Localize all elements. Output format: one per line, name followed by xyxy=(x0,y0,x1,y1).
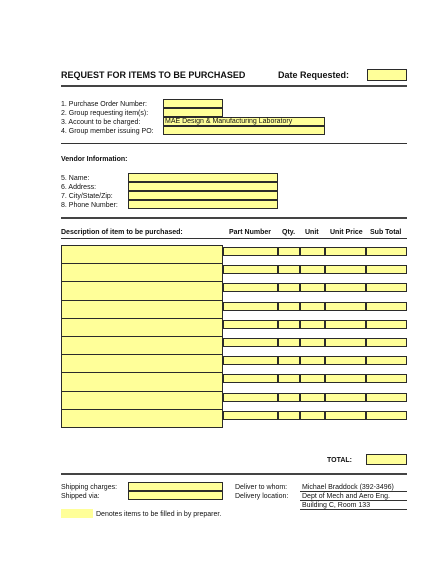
delivery-location-line2: Building C, Room 133 xyxy=(302,502,371,509)
unit-price-cell[interactable] xyxy=(325,356,366,365)
unit-price-cell[interactable] xyxy=(325,283,366,292)
date-requested-label: Date Requested: xyxy=(278,70,350,80)
shipped-via-field[interactable] xyxy=(128,491,223,500)
unit-cell[interactable] xyxy=(300,393,325,402)
description-cell[interactable] xyxy=(61,281,223,300)
vendor-address-field[interactable] xyxy=(128,182,278,191)
description-cell[interactable] xyxy=(61,372,223,391)
sub-total-header: Sub Total xyxy=(370,229,402,236)
description-cell[interactable] xyxy=(61,318,223,337)
part-number-cell[interactable] xyxy=(223,356,278,365)
legend-text: Denotes items to be filled in by preparer. xyxy=(96,511,222,518)
total-field[interactable] xyxy=(366,454,407,465)
sub-total-cell[interactable] xyxy=(366,356,407,365)
qty-cell[interactable] xyxy=(278,356,300,365)
qty-cell[interactable] xyxy=(278,283,300,292)
qty-cell[interactable] xyxy=(278,393,300,402)
unit-price-cell[interactable] xyxy=(325,247,366,256)
delivery-location-label: Delivery location: xyxy=(235,493,289,500)
po-number-field[interactable] xyxy=(163,99,223,108)
description-cell[interactable] xyxy=(61,336,223,355)
total-label: TOTAL: xyxy=(327,457,353,464)
vendor-city-label: 7. City/State/Zip: xyxy=(61,193,113,200)
part-number-cell[interactable] xyxy=(223,247,278,256)
total-divider xyxy=(61,473,407,475)
description-cell[interactable] xyxy=(61,263,223,282)
sub-total-cell[interactable] xyxy=(366,393,407,402)
sub-total-cell[interactable] xyxy=(366,247,407,256)
part-number-cell[interactable] xyxy=(223,338,278,347)
table-header-divider xyxy=(61,238,407,239)
location-underline-2 xyxy=(300,509,407,510)
part-number-cell[interactable] xyxy=(223,320,278,329)
sub-total-cell[interactable] xyxy=(366,302,407,311)
unit-price-cell[interactable] xyxy=(325,302,366,311)
description-header: Description of item to be purchased: xyxy=(61,229,183,236)
shipped-via-label: Shipped via: xyxy=(61,493,100,500)
unit-price-cell[interactable] xyxy=(325,411,366,420)
unit-price-cell[interactable] xyxy=(325,320,366,329)
qty-cell[interactable] xyxy=(278,338,300,347)
group-member-label: 4. Group member issuing PO: xyxy=(61,128,154,135)
vendor-name-label: 5. Name: xyxy=(61,175,90,182)
description-cell[interactable] xyxy=(61,300,223,319)
unit-cell[interactable] xyxy=(300,320,325,329)
sub-total-cell[interactable] xyxy=(366,265,407,274)
form-title: REQUEST FOR ITEMS TO BE PURCHASED xyxy=(61,70,246,80)
part-number-cell[interactable] xyxy=(223,393,278,402)
vendor-phone-label: 8. Phone Number: xyxy=(61,202,118,209)
sub-total-cell[interactable] xyxy=(366,283,407,292)
unit-cell[interactable] xyxy=(300,356,325,365)
unit-cell[interactable] xyxy=(300,283,325,292)
unit-header: Unit xyxy=(305,229,319,236)
vendor-city-field[interactable] xyxy=(128,191,278,200)
account-label: 3. Account to be charged: xyxy=(61,119,141,126)
sub-total-cell[interactable] xyxy=(366,338,407,347)
part-number-cell[interactable] xyxy=(223,411,278,420)
qty-cell[interactable] xyxy=(278,374,300,383)
delivery-location-line1: Dept of Mech and Aero Eng. xyxy=(302,493,390,500)
date-requested-field[interactable] xyxy=(367,69,407,81)
po-number-label: 1. Purchase Order Number: xyxy=(61,101,147,108)
sub-total-cell[interactable] xyxy=(366,320,407,329)
part-number-header: Part Number xyxy=(229,229,272,236)
qty-cell[interactable] xyxy=(278,302,300,311)
sub-total-cell[interactable] xyxy=(366,411,407,420)
vendor-name-field[interactable] xyxy=(128,173,278,182)
unit-cell[interactable] xyxy=(300,265,325,274)
shipping-charges-field[interactable] xyxy=(128,482,223,491)
description-cell[interactable] xyxy=(61,391,223,410)
unit-price-cell[interactable] xyxy=(325,393,366,402)
qty-cell[interactable] xyxy=(278,411,300,420)
qty-header: Qty. xyxy=(282,229,296,236)
qty-cell[interactable] xyxy=(278,247,300,256)
deliver-to-value: Michael Braddock (392-3496) xyxy=(302,484,394,491)
legend-swatch xyxy=(61,509,93,518)
group-requesting-label: 2. Group requesting item(s): xyxy=(61,110,149,117)
part-number-cell[interactable] xyxy=(223,265,278,274)
vendor-address-label: 6. Address: xyxy=(61,184,97,191)
part-number-cell[interactable] xyxy=(223,283,278,292)
vendor-phone-field[interactable] xyxy=(128,200,278,209)
unit-cell[interactable] xyxy=(300,247,325,256)
description-cell[interactable] xyxy=(61,245,223,264)
account-field[interactable]: MAE Design & Manufacturing Laboratory xyxy=(163,117,325,126)
unit-cell[interactable] xyxy=(300,374,325,383)
general-divider xyxy=(61,143,407,144)
part-number-cell[interactable] xyxy=(223,302,278,311)
description-cell[interactable] xyxy=(61,354,223,373)
unit-price-cell[interactable] xyxy=(325,265,366,274)
group-requesting-field[interactable] xyxy=(163,108,223,117)
unit-cell[interactable] xyxy=(300,302,325,311)
unit-price-cell[interactable] xyxy=(325,338,366,347)
vendor-heading: Vendor Information: xyxy=(61,156,128,163)
sub-total-cell[interactable] xyxy=(366,374,407,383)
part-number-cell[interactable] xyxy=(223,374,278,383)
unit-cell[interactable] xyxy=(300,411,325,420)
header-divider xyxy=(61,85,407,87)
deliver-to-label: Deliver to whom: xyxy=(235,484,288,491)
shipping-charges-label: Shipping charges: xyxy=(61,484,118,491)
description-cell[interactable] xyxy=(61,409,223,428)
qty-cell[interactable] xyxy=(278,320,300,329)
group-member-field[interactable] xyxy=(163,126,325,135)
qty-cell[interactable] xyxy=(278,265,300,274)
unit-price-cell[interactable] xyxy=(325,374,366,383)
unit-price-header: Unit Price xyxy=(330,229,363,236)
unit-cell[interactable] xyxy=(300,338,325,347)
vendor-divider xyxy=(61,217,407,219)
